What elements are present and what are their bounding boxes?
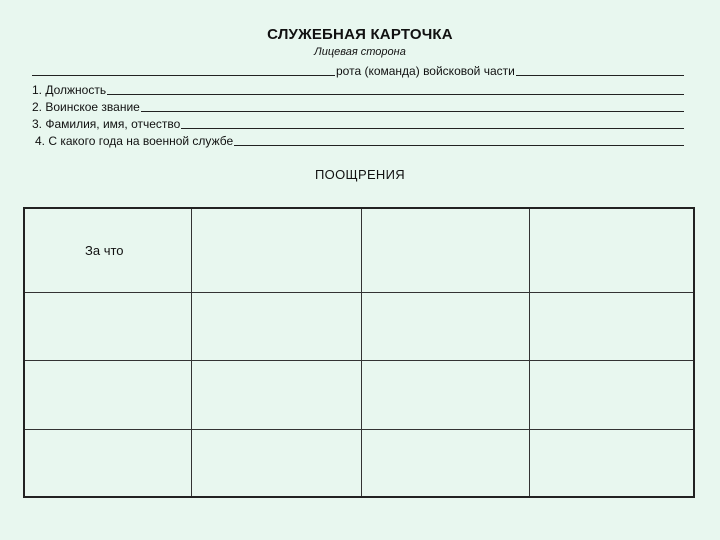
awards-cell[interactable] [362,361,530,430]
full-name-blank-line[interactable] [181,128,684,129]
rank-label: 2. Воинское звание [32,100,140,114]
military-unit-blank-line[interactable] [516,75,684,76]
rank-blank-line[interactable] [141,111,684,112]
awards-cell[interactable] [530,361,693,430]
full-name-field[interactable] [32,115,684,131]
service-start-blank-line[interactable] [234,145,684,146]
awards-cell[interactable] [362,430,530,496]
awards-cell[interactable] [362,209,530,293]
rank-field[interactable] [32,98,684,114]
awards-cell[interactable] [192,209,362,293]
position-label: 1. Должность [32,83,107,97]
unit-field[interactable] [32,62,684,78]
service-start-label: 4. С какого года на военной службе [35,134,234,148]
service-start-field[interactable] [35,132,684,148]
card-subtitle: Лицевая сторона [314,46,406,58]
card-title: СЛУЖЕБНАЯ КАРТОЧКА [267,26,453,43]
awards-cell[interactable] [192,293,362,361]
awards-cell[interactable] [530,209,693,293]
awards-cell[interactable] [25,430,192,496]
unit-label: рота (команда) войсковой части [336,64,515,78]
awards-heading: ПООЩРЕНИЯ [315,167,405,182]
full-name-label: 3. Фамилия, имя, отчество [32,117,181,131]
reason-label: За что [85,243,124,258]
awards-cell[interactable] [192,361,362,430]
position-field[interactable] [32,81,684,97]
awards-cell[interactable] [530,430,693,496]
awards-cell[interactable] [25,361,192,430]
position-blank-line[interactable] [107,94,684,95]
awards-cell[interactable] [25,293,192,361]
unit-blank-line[interactable] [32,75,335,76]
awards-cell[interactable] [192,430,362,496]
awards-cell[interactable] [25,209,192,293]
awards-table [23,207,695,498]
awards-cell[interactable] [362,293,530,361]
awards-cell[interactable] [530,293,693,361]
